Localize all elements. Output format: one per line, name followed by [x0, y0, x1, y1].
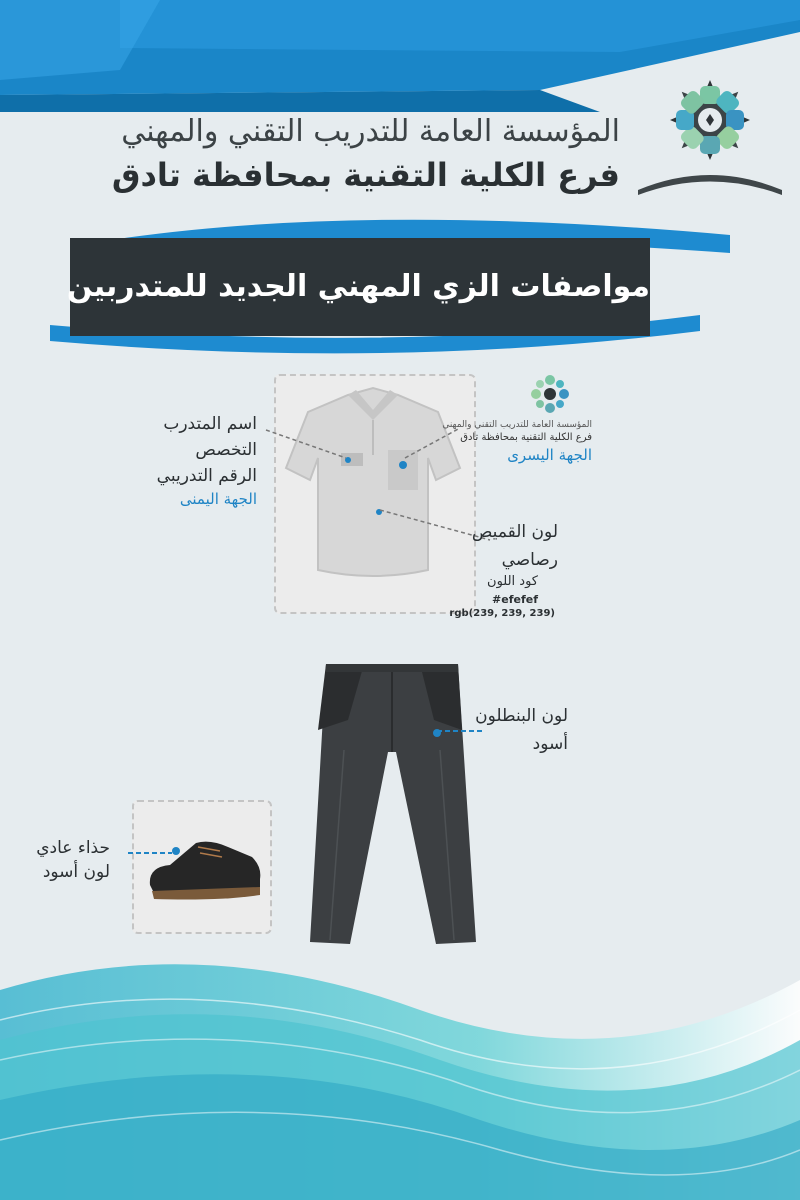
left-side-caption: الجهة اليسرى — [507, 446, 592, 464]
org-name: المؤسسة العامة للتدريب التقني والمهني — [121, 114, 620, 149]
color-code-label: كود اللون — [487, 574, 538, 589]
pants-icon — [304, 660, 480, 946]
shoe-color: لون أسود — [42, 862, 110, 882]
banner-title: مواصفات الزي المهني الجديد للمتدربين — [66, 269, 650, 304]
color-hex-value: #efefef — [492, 593, 538, 606]
logo-line-1: المؤسسة العامة للتدريب التقني والمهني — [442, 420, 592, 430]
shoe-icon — [140, 835, 264, 905]
shirt-color-name: رصاصي — [501, 550, 558, 570]
trainee-name-label: اسم المتدرب — [163, 414, 257, 434]
bottom-wave-decoration — [0, 950, 800, 1200]
pants-leader-line — [435, 726, 485, 736]
shoe-leader-line — [126, 848, 176, 858]
pants-color-title: لون البنطلون — [475, 706, 568, 726]
shoe-type: حذاء عادي — [36, 838, 110, 858]
specialization-label: التخصص — [195, 440, 257, 460]
pants-color-name: أسود — [532, 734, 568, 754]
color-rgb-value: rgb(239, 239, 239) — [449, 608, 555, 619]
right-side-caption: الجهة اليمنى — [179, 490, 257, 508]
branch-name: فرع الكلية التقنية بمحافظة تادق — [111, 156, 620, 194]
training-number-label: الرقم التدريبي — [156, 466, 257, 486]
shirt-color-title: لون القميص — [471, 522, 558, 542]
tvtc-logo-icon — [632, 40, 787, 205]
logo-line-2: فرع الكلية التقنية بمحافظة تادق — [460, 432, 592, 443]
small-tvtc-logo-icon — [528, 372, 572, 416]
